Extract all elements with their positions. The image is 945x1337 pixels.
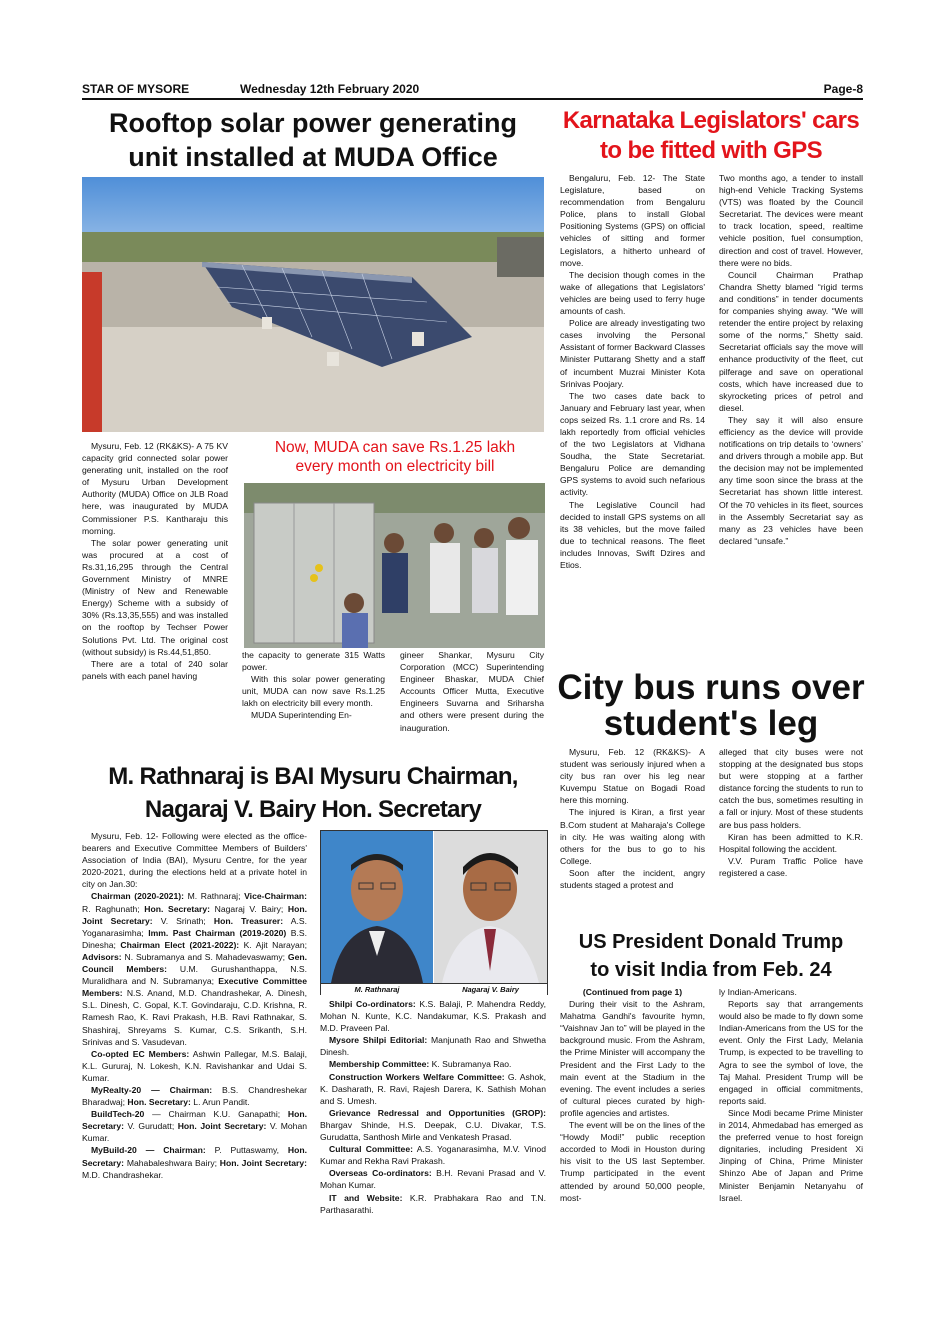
bai-buildtech [82,1108,307,1144]
bai-value: K. Ajit Narayan; [239,939,307,950]
bai-photos [320,830,548,995]
bai-committee [320,1034,546,1058]
bai-label: Hon. Joint Secretary: [82,903,308,926]
trump-headline-line-1: US President Donald Trump [578,931,844,953]
inauguration-photo [244,483,545,648]
rathnaraj-photo [321,831,433,983]
page-number: Page-8 [823,82,863,96]
bai-headline-line-1: M. Rathnaraj is BAI Mysuru Chairman, [108,763,518,790]
bus-paragraph: Mysuru, Feb. 12 (RK&KS)- A student was seriously injured when a city bus ran over his leg near Kuvempu Statue on Bogadi Road here this morning. [560,747,705,806]
gps-paragraph: The Legislative Council had decided to install GPS systems on all its 38 vehicles, but the move failed due to technical reasons. The fleet includes Innovas, Swift Dzires and Etios. [560,499,705,570]
gps-headline-line-2: to be fitted with GPS [599,137,823,164]
bai-mybuild [82,1144,307,1180]
bai-value: U.M. Gurushanthappa, N.S. Muralidhara and N. Subramanya; [82,964,307,987]
bai-value: V. Srinath; [152,915,214,926]
solar-column-1 [82,440,228,682]
gps-paragraph: Police are already investigating two cases involving the Personal Assistant of former Backward Classes Minister Puttarang Shetty and a staff of incumbent Muzrai Minister Kota Srinivas Poojary. [560,318,705,389]
caption-bairy: Nagaraj V. Bairy [462,985,519,994]
gps-paragraph: The two cases date back to January and February last year, when cops seized Rs. 1.1 crore and Rs. 14 lakh reportedly from official vehicles of the two Legislators at Vidhana Soudha, the State Secretariat. Bengaluru Police are demanding GPS systems to avoid such nefarious activity. [560,390,705,498]
solar-paragraph: gineer Shankar, Mysuru City Corporation (MCC) Superintending Engineer Bhaskar, MUDA Chief Accounts Officer Mutta, Executive Engineers Suvarna and Sriharsha and others were present during the inauguration. [400,650,544,733]
bai-label: Hon. Joint Secretary: [219,1157,308,1168]
bai-label: Hon. Secretary: [82,1145,307,1168]
bai-headline [80,760,546,826]
bai-coopted [82,1048,307,1084]
bai-label: Executive Committee Members: [82,976,307,999]
masthead-rule [82,98,863,100]
bai-label: Hon. Joint Secretary: [177,1121,267,1132]
gps-paragraph: The decision though comes in the wake of allegations that Legislators' vehicles are being used to ferry huge amounts of cash. [560,269,705,317]
bai-value: Nagaraj V. Bairy; [210,903,288,914]
inauguration-illustration [244,483,545,648]
bai-value: K.S. Balaji, P. Mahendra Reddy, Mohan N. Kunte, K.C. Nandakumar, K.S. Prakash and M.D. Praveen Pal. [320,999,546,1034]
solar-paragraph: The solar power generating unit was procured at a cost of Rs.31,16,295 through the Central Government Ministry of MNRE (Ministry of New and Renewable Energy) Scheme with a subsidy of 30% (Rs.13,35,555) and was installed on the rooftop by Techser Power Solutions Pvt. Ltd. The original cost (without subsidy) is Rs.44,51,850. [82,537,228,657]
trump-column-1 [560,986,705,1204]
bai-column-2 [320,998,546,1216]
bai-label: Co-opted EC Members: [91,1048,190,1059]
bai-value: A.S. Yoganarasimha, M.V. Vinod Kumar and Rekha Ravi Prakash. [320,1144,546,1167]
bai-value: B.H. Revani Prasad and V. Mohan Kumar. [320,1168,546,1191]
solar-headline [80,106,546,174]
bai-value: V. Gurudatt; [124,1121,178,1132]
bai-label: Vice-Chairman: [244,891,307,902]
bai-myrealty [82,1084,307,1108]
issue-date: Wednesday 12th February 2020 [240,82,420,96]
trump-paragraph: ly Indian-Americans. [719,987,797,997]
solar-subhead-line-1: Now, MUDA can save Rs.1.25 lakh [274,439,516,456]
bai-value: K.R. Prabhakara Rao and T.N. Parthasarathi. [320,1192,546,1215]
gps-headline-line-1: Karnataka Legislators' cars [562,107,860,134]
solar-headline-line-2: unit installed at MUDA Office [128,142,498,172]
solar-paragraph: the capacity to generate 315 Watts power. [242,650,385,673]
bus-paragraph: Kiran has been admitted to K.R. Hospital following the accident. [719,831,863,854]
bai-label: MyBuild-20 — Chairman: [91,1145,206,1156]
bai-value: B.S. Chandreshekar Bharadwaj; [82,1084,307,1108]
bai-value: N.S. Anand, M.D. Chandrashekar, A. Dinesh, S.L. Dinesh, C. Gopal, K.T. Govindaraju, C.D. Krishna, R. Ramesh Rao, K. Ravi Prakash, H.B. Ravi Rathnakar, S. Shashiraj, Shreyams S. Kumar, C.S. Srikanth, S.H. Srinivas and S. Vasudevan. [82,988,307,1047]
bai-value: B.S. Dinesha; [82,927,307,950]
solar-paragraph: Mysuru, Feb. 12 (RK&KS)- A 75 KV capacity grid connected solar power generating unit, installed on the roof of Mysuru Urban Development Authority (MUDA) Office on JLB Road here, was inaugurated by MUDA Commissioner P.S. Kantharaju this morning. [82,441,228,536]
bai-committee [320,1058,546,1070]
bai-value: — Chairman K.U. Ganapathi; [144,1109,288,1120]
gps-headline [556,106,866,166]
solar-column-3 [400,649,544,734]
bai-committee [320,1192,546,1216]
solar-panels-illustration [82,177,544,432]
gps-paragraph: Council Chairman Prathap Chandra Shetty blamed “rigid terms and conditions” in tender documents for companies shying away. “We will retender the entire project by relaxing some of the norms,” Shetty said. Secretariat officials say the move will enhance productivity of the fleet, cut pilferage and save on operational costs, which have increased due to skyrocketing prices of petrol and diesel. [719,269,863,413]
bai-label: Hon. Secretary: [144,903,211,914]
trump-paragraph: Reports say that arrangements would also be made to fly down some Indian-Americans from the US for the event. Only the First Lady, Melania Trump, is expected to be travelling to Agra to see the symbol of love, the Taj Mahal. President Trump will be engaged in official commitments, reports said. [719,999,863,1106]
portrait-illustration [321,831,433,983]
trump-paragraph: Since Modi became Prime Minister in 2014, Ahmedabad has emerged as the preferred venue to host foreign dignitaries, including President Xi Jinping of China, Prime Minister Shinzo Abe of Japan and Prime Minister Benjamin Netanyahu of Israel. [719,1107,863,1203]
gps-column-2 [719,172,863,547]
bai-value: M.D. Chandrashekar. [82,1169,164,1180]
bus-headline-line-2: student's leg [603,704,819,743]
bai-label: Overseas Co-ordinators: [329,1168,432,1179]
bai-committee [320,1143,546,1167]
bai-committee [320,1107,546,1143]
bai-label: BuildTech-20 [91,1109,145,1120]
solar-paragraph: MUDA Superintending En- [251,710,352,721]
bai-value: K. Subramanya Rao. [429,1059,512,1070]
bai-label: Grievance Redressal and Opportunities (GROP): [329,1107,546,1118]
bai-value: G. Ashok, K. Dasharath, R. Ravi, Rajesh Darera, K. Sathish Mohan and S. Umesh. [320,1071,546,1106]
bai-value: R. Raghunath; [82,903,145,914]
bai-value: Manjunath Rao and Shwetha Dinesh. [320,1035,546,1058]
bus-paragraph: The injured is Kiran, a first year B.Com student at Maharaja's College in city. He was waiting along with others for the bus to go to his College. [560,807,705,866]
bai-value: P. Puttaswamy, [205,1145,288,1156]
bai-label: Hon. Secretary: [82,1109,307,1132]
bus-column-2 [719,746,863,879]
trump-paragraph: The event will be on the lines of the “Howdy Modi!” public reception accorded to Modi in Houston during his visit to the US last September. Trump participated in the event attended by around 50,000 people, most- [560,1120,705,1203]
bai-label: IT and Website: [329,1192,403,1203]
bai-column-1 [82,830,307,1181]
gps-column-1 [560,172,705,571]
continued-note: (Continued from page 1) [582,987,683,997]
bus-paragraph: alleged that city buses were not stopping at the designated bus stops but were stopping at a farther distance forcing the students to run to catch the bus, sometimes resulting in a fall or injury. Most of these students are bus pass holders. [719,747,863,830]
bai-value: Mahabaleshwara Bairy; [124,1157,220,1168]
bai-label: Advisors: [82,951,122,962]
trump-column-2 [719,986,863,1204]
bai-label: Chairman (2020-2021): [91,891,184,902]
bai-label: MyRealty-20 — Chairman: [91,1084,213,1095]
bai-label: Cultural Committee: [329,1144,413,1155]
bus-column-1 [560,746,705,891]
masthead [82,80,863,98]
solar-headline-line-1: Rooftop solar power generating [108,108,518,138]
bai-label: Shilpi Co-ordinators: [329,999,416,1009]
trump-headline [556,928,866,984]
trump-paragraph: During their visit to the Ashram, Mahatma Gandhi's favourite hymn, “Vaishnav Jan to” will be played in the background music. From the Ashram, the Prime Minister will accompany the President and the First Lady to the main event at the Stadium in the evening. The event includes a series of cultural pieces curated by high-profile agencies and artistes. [560,999,705,1118]
gps-paragraph: They say it will also ensure efficiency as the device will provide notifications on trip details to ‘owners’ and drivers through a mobile app. But the decision may not be implemented any time soon since the brass at the Secretariat has shown little interest. Of the 70 vehicles in its fleet, sources in the Assembly Secretariat say as many as 23 vehicles have been declared “unsafe.” [719,414,863,546]
bai-value: Ashwin Pallegar, M.S. Balaji, K.L. Gururaj, N. Lokesh, K.N. Ravishankar and Udai S. Kumar. [82,1048,308,1083]
bai-committee [320,998,546,1034]
bai-label: Hon. Treasurer: [213,915,284,926]
bai-value: Bhargav Shinde, H.S. Deepak, C.U. Divakar, T.S. Gurudatta, Santhosh Mirle and Venkatesh Prasad. [320,1119,546,1143]
bus-headline [556,670,866,742]
gps-paragraph: Bengaluru, Feb. 12- The State Legislature, based on recommendation from Bengaluru Police, plans to install Global Positioning Systems (GPS) on official vehicles of sitting and former Legislators, a hitherto unheard of move. [560,173,705,268]
gps-paragraph: Two months ago, a tender to install high-end Vehicle Tracking Systems (VTS) was floated by the Council Secretariat. The devices were meant to track location, speed, realtime vehicle position, fuel consumption, direction and cost of travel. However, there were no bids. [719,173,863,268]
bai-value: A.S. Yoganarasimha; [82,915,307,938]
photo-caption-bar [321,983,547,995]
bus-paragraph: V.V. Puram Traffic Police have registered a case. [719,855,863,878]
solar-subhead [245,438,545,476]
bai-office-bearers [82,890,307,1047]
bai-value: V. Mohan Kumar. [82,1121,308,1144]
paper-name: STAR OF MYSORE [82,82,190,96]
bai-label: Chairman Elect (2021-2022): [120,939,240,950]
bairy-photo [434,831,547,983]
solar-paragraph: There are a total of 240 solar panels with each panel having [82,658,228,681]
bai-label: Hon. Secretary: [127,1097,191,1108]
bai-value: M. Rathnaraj; [183,891,245,902]
bus-paragraph: Soon after the incident, angry students staged a protest and [560,867,705,891]
bai-committee [320,1071,546,1107]
bai-value: N. Subramanya and S. Mahadevaswamy; [121,951,288,962]
bai-committee [320,1167,546,1191]
solar-paragraph: With this solar power generating unit, MUDA can now save Rs.1.25 lakh on electricity bill every month. [242,674,385,709]
solar-column-2 [242,649,385,722]
bai-headline-line-2: Nagaraj V. Bairy Hon. Secretary [144,796,482,823]
caption-rathnaraj: M. Rathnaraj [354,985,400,994]
bai-label: Gen. Council Members: [82,951,307,975]
bai-intro: Mysuru, Feb. 12- Following were elected as the office-bearers and Executive Committee Members of Builders' Association of India (BAI), Mysuru Centre, for the year 2020-2021, during the elections held at a private hotel in city on Jan.30: [82,831,307,890]
bai-label: Mysore Shilpi Editorial: [329,1035,428,1046]
solar-subhead-line-2: every month on electricity bill [295,458,495,475]
trump-headline-line-2: to visit India from Feb. 24 [590,959,832,981]
bus-headline-line-1: City bus runs over [557,668,865,707]
solar-panels-photo [82,177,544,432]
bai-label: Imm. Past Chairman (2019-2020) [148,927,287,938]
portrait-illustration [434,831,547,983]
bai-label: Construction Workers Welfare Committee: [329,1071,505,1082]
bai-label: Membership Committee: [329,1059,430,1070]
bai-value: L. Arun Pandit. [190,1097,250,1108]
